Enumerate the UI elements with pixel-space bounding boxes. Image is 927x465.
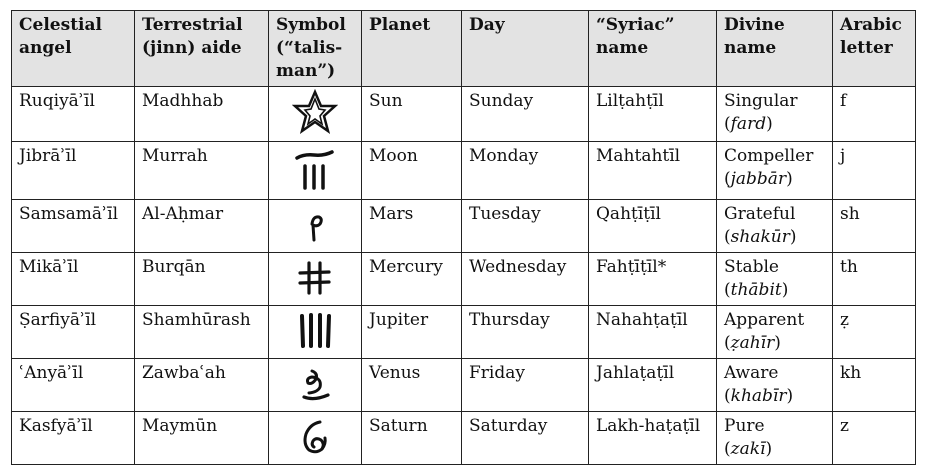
symbol-cell	[269, 200, 362, 253]
angel-cell: ʿAnyāʾīl	[12, 359, 135, 412]
symbol-cell	[269, 87, 362, 142]
table-row	[12, 412, 916, 465]
divine-cell: Stable (thābit)	[717, 253, 833, 306]
divine-arabic: zakī	[730, 439, 766, 459]
aide-cell: Zawbaʿah	[135, 359, 269, 412]
table-row	[12, 253, 916, 306]
table-row	[12, 142, 916, 200]
divine-arabic: shakūr	[730, 227, 790, 247]
waw-symbol-icon	[292, 414, 338, 458]
planet-cell: Jupiter	[362, 306, 462, 359]
syriac-cell: Nahahṭaṭīl	[589, 306, 717, 359]
day-cell: Thursday	[462, 306, 589, 359]
angels-table	[11, 10, 916, 465]
table-row	[12, 200, 916, 253]
header-day: Day	[462, 11, 589, 87]
table-row	[12, 359, 916, 412]
angel-cell: Samsamāʾīl	[12, 200, 135, 253]
aide-cell: Madhhab	[135, 87, 269, 142]
letter-cell: sh	[833, 200, 916, 253]
aide-cell: Maymūn	[135, 412, 269, 465]
four-strokes-symbol-icon	[292, 308, 338, 352]
day-cell: Saturday	[462, 412, 589, 465]
symbol-cell	[269, 142, 362, 200]
header-planet: Planet	[362, 11, 462, 87]
syriac-cell: Lakh-haṭaṭīl	[589, 412, 717, 465]
letter-cell: ẓ	[833, 306, 916, 359]
aide-cell: Shamhūrash	[135, 306, 269, 359]
symbol-cell	[269, 412, 362, 465]
planet-cell: Saturn	[362, 412, 462, 465]
syriac-cell: Fahṭīṭīl*	[589, 253, 717, 306]
divine-english: Grateful	[724, 204, 796, 224]
planet-cell: Venus	[362, 359, 462, 412]
planet-cell: Moon	[362, 142, 462, 200]
symbol-cell	[269, 253, 362, 306]
angel-cell: Jibrāʾīl	[12, 142, 135, 200]
day-cell: Friday	[462, 359, 589, 412]
letter-cell: th	[833, 253, 916, 306]
syriac-cell: Qahṭīṭīl	[589, 200, 717, 253]
angel-cell: Ṣarfiyāʾīl	[12, 306, 135, 359]
divine-arabic: fard	[730, 114, 767, 134]
syriac-cell: Jahlaṭaṭīl	[589, 359, 717, 412]
divine-english: Singular	[724, 91, 798, 111]
header-syriac-name: “Syriac” name	[589, 11, 717, 87]
divine-cell: Aware (khabīr)	[717, 359, 833, 412]
letter-cell: z	[833, 412, 916, 465]
syriac-cell: Lilṭahṭīl	[589, 87, 717, 142]
divine-arabic: ẓahīr	[730, 333, 775, 353]
hash-symbol-icon	[292, 255, 338, 299]
divine-english: Aware	[724, 363, 779, 383]
angel-cell: Kasfyāʾīl	[12, 412, 135, 465]
divine-arabic: thābit	[730, 280, 782, 300]
table-row	[12, 306, 916, 359]
table-row	[12, 87, 916, 142]
letter-cell: f	[833, 87, 916, 142]
divine-arabic: jabbār	[730, 169, 787, 189]
day-cell: Monday	[462, 142, 589, 200]
aide-cell: Burqān	[135, 253, 269, 306]
header-divine-name: Divine name	[717, 11, 833, 87]
divine-english: Stable	[724, 257, 779, 277]
letter-cell: j	[833, 142, 916, 200]
planet-cell: Mars	[362, 200, 462, 253]
header-symbol: Symbol (“talis-man”)	[269, 11, 362, 87]
angel-cell: Mikāʾīl	[12, 253, 135, 306]
symbol-cell	[269, 306, 362, 359]
syriac-cell: Mahtahtīl	[589, 142, 717, 200]
ha-symbol-icon	[292, 361, 338, 405]
divine-cell: Grateful (shakūr)	[717, 200, 833, 253]
mim-symbol-icon	[292, 202, 338, 246]
letter-cell: kh	[833, 359, 916, 412]
header-terrestrial-aide: Terrestrial (jinn) aide	[135, 11, 269, 87]
header-row	[12, 11, 916, 87]
divine-english: Compeller	[724, 146, 814, 166]
planet-cell: Mercury	[362, 253, 462, 306]
pentagram-symbol-icon	[292, 89, 338, 135]
header-arabic-letter: Arabic letter	[833, 11, 916, 87]
day-cell: Tuesday	[462, 200, 589, 253]
divine-cell: Singular (fard)	[717, 87, 833, 142]
divine-cell: Apparent (ẓahīr)	[717, 306, 833, 359]
divine-arabic: khabīr	[730, 386, 787, 406]
aide-cell: Murrah	[135, 142, 269, 200]
day-cell: Sunday	[462, 87, 589, 142]
header-celestial-angel: Celestial angel	[12, 11, 135, 87]
angel-cell: Ruqiyāʾīl	[12, 87, 135, 142]
divine-cell: Pure (zakī)	[717, 412, 833, 465]
symbol-cell	[269, 359, 362, 412]
divine-english: Pure	[724, 416, 765, 436]
divine-english: Apparent	[724, 310, 805, 330]
comb-symbol-icon	[292, 144, 338, 194]
planet-cell: Sun	[362, 87, 462, 142]
day-cell: Wednesday	[462, 253, 589, 306]
divine-cell: Compeller (jabbār)	[717, 142, 833, 200]
aide-cell: Al-Aḥmar	[135, 200, 269, 253]
